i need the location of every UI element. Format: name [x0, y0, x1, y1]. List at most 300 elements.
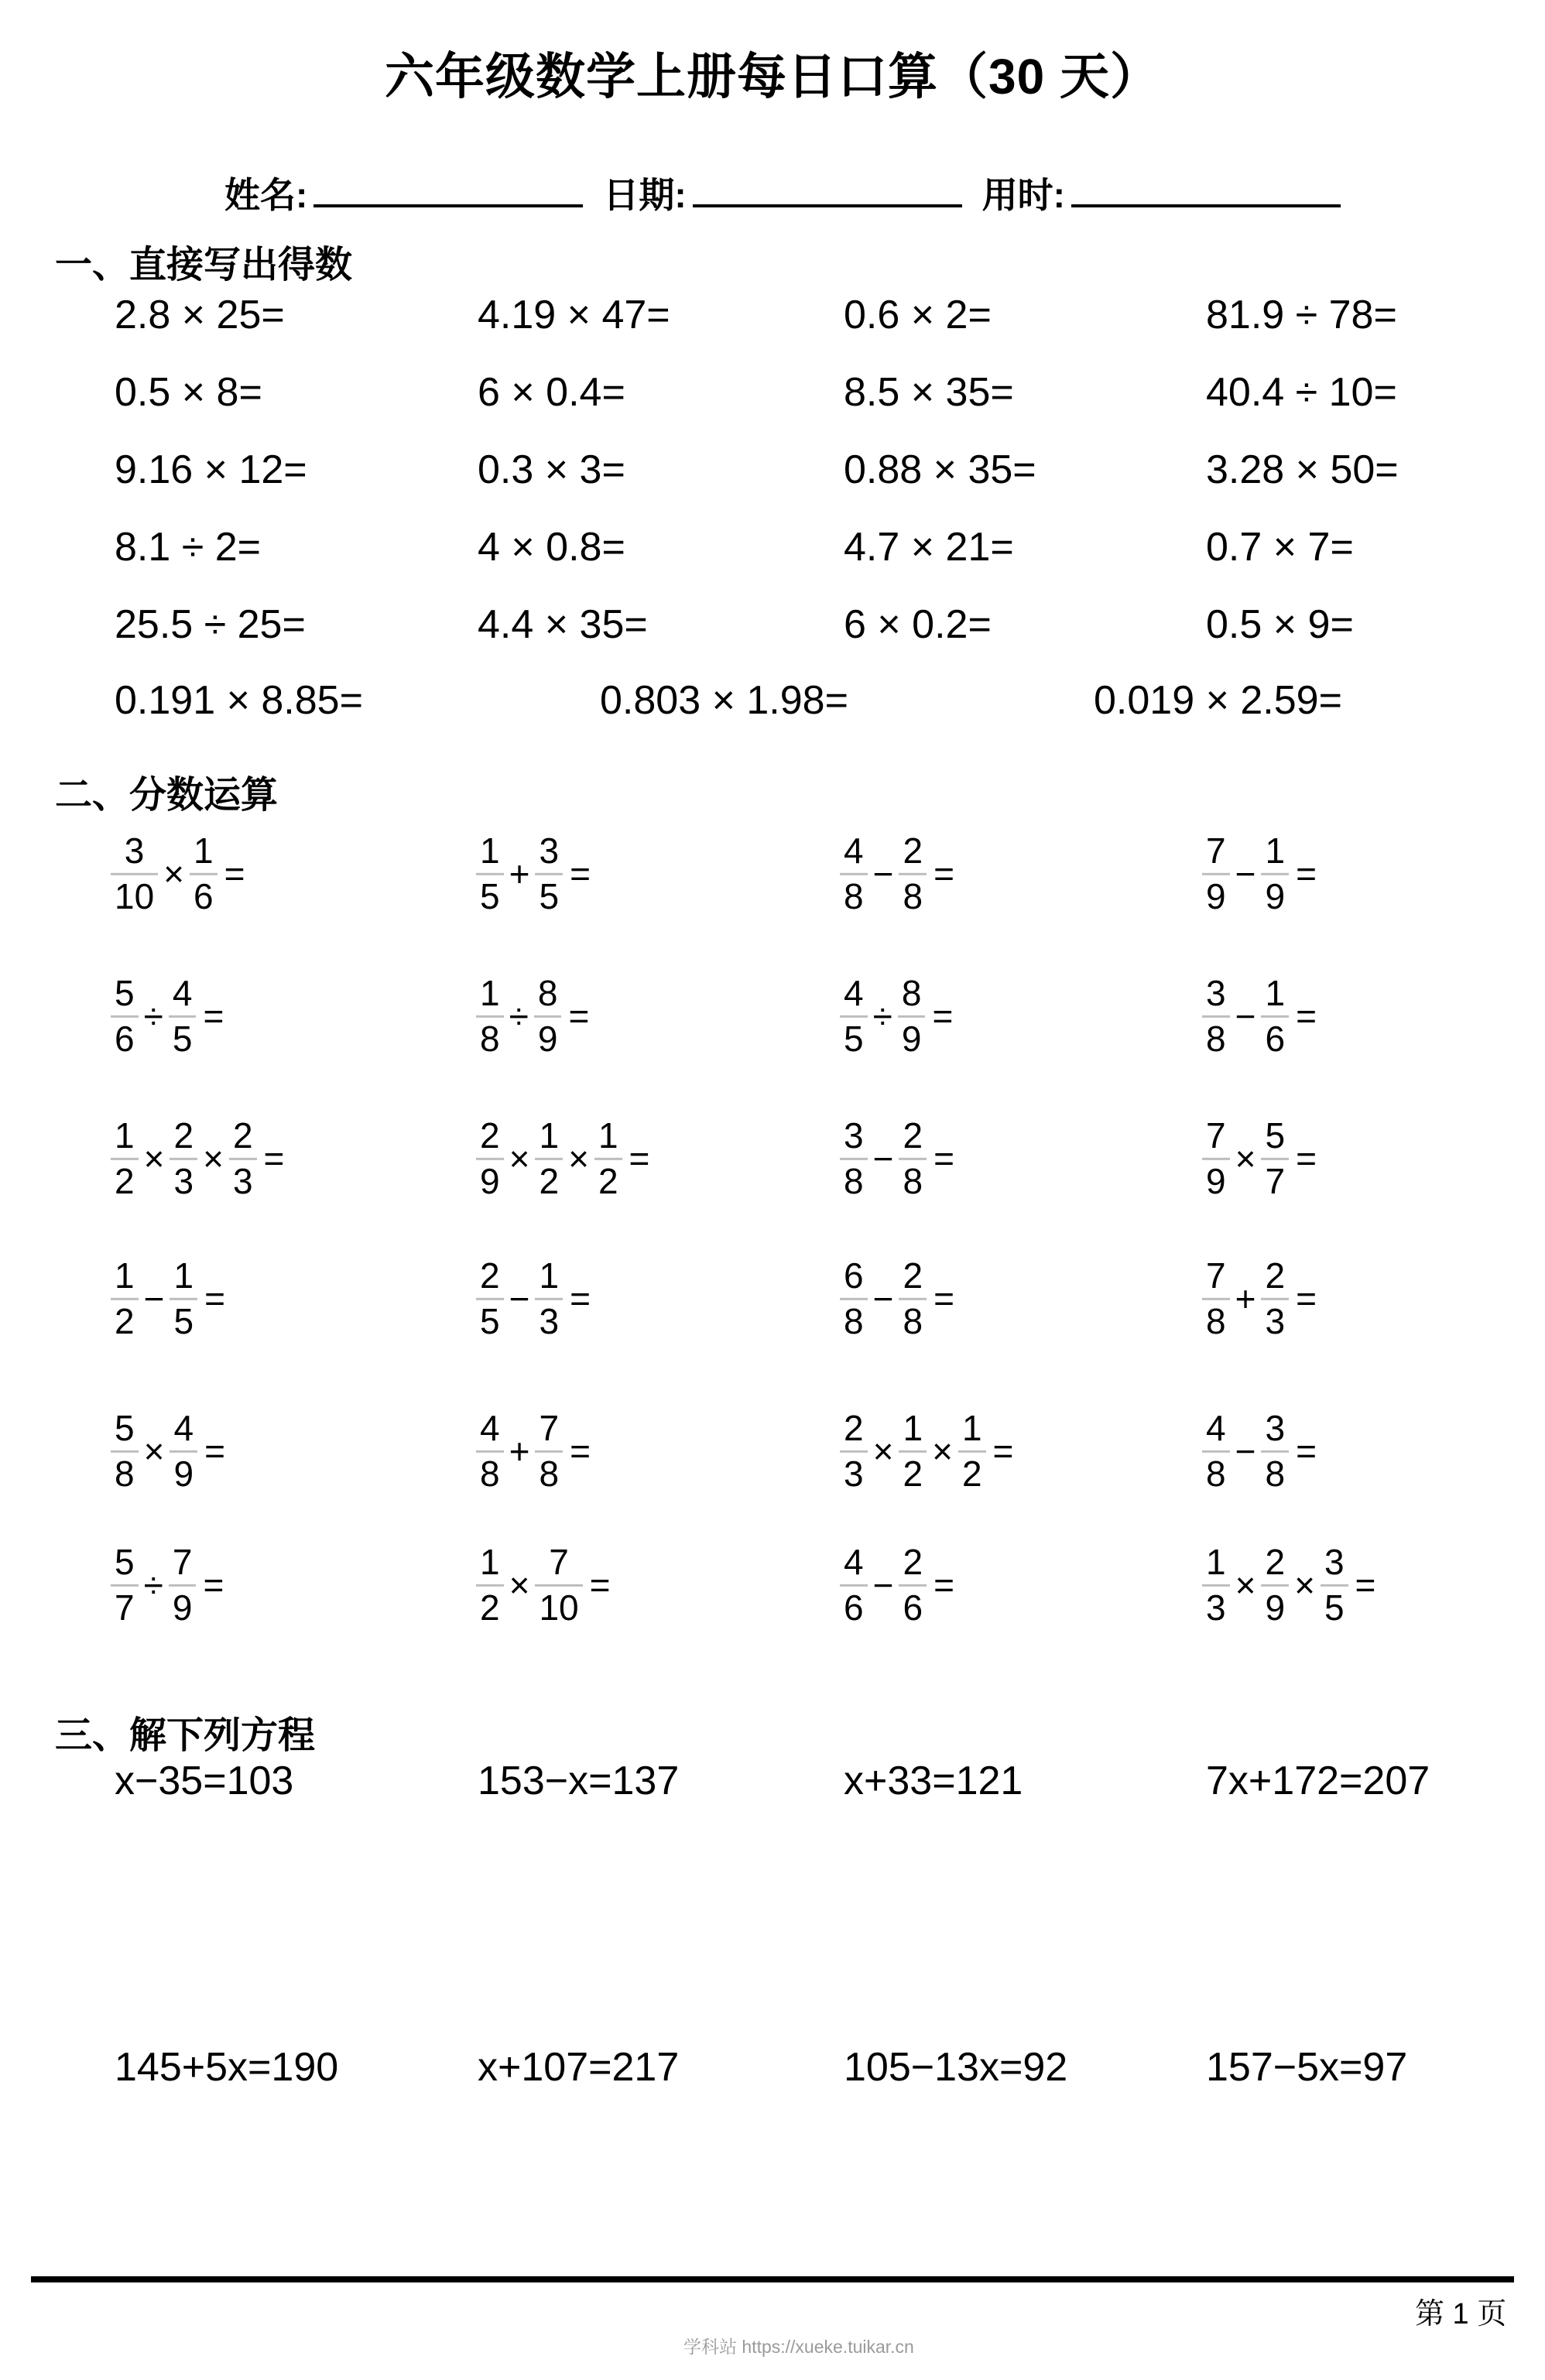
denominator: 8 — [903, 875, 923, 916]
equals-sign: = — [1296, 1431, 1317, 1471]
numerator: 2 — [903, 830, 923, 871]
problem-s2-r1c3 — [840, 832, 954, 916]
numerator: 7 — [539, 1407, 560, 1448]
fraction-bar — [1202, 1298, 1230, 1300]
numerator: 1 — [598, 1115, 618, 1156]
problem-s2-r5c4 — [1202, 1409, 1317, 1493]
problem-s1-r3c4: 3.28 × 50= — [1206, 447, 1399, 492]
fraction — [535, 1257, 563, 1341]
fraction-bar — [169, 1584, 197, 1587]
problem-s1-r3c3: 0.88 × 35= — [844, 447, 1036, 492]
denominator: 9 — [173, 1453, 194, 1494]
fraction-bar — [476, 1450, 504, 1453]
denominator: 5 — [172, 1018, 193, 1059]
equals-sign: = — [1296, 1279, 1317, 1319]
numerator: 2 — [480, 1255, 500, 1296]
numerator: 1 — [539, 1255, 560, 1296]
equals-sign: = — [992, 1431, 1014, 1471]
fraction — [1261, 832, 1289, 916]
numerator: 3 — [1324, 1541, 1345, 1582]
fraction — [840, 832, 868, 916]
fraction — [535, 1409, 563, 1493]
fraction — [1202, 1117, 1230, 1200]
numerator: 2 — [173, 1115, 194, 1156]
numerator: 1 — [1265, 972, 1286, 1013]
fraction — [170, 1117, 197, 1200]
field-label-0: 姓名: — [224, 175, 308, 215]
numerator: 2 — [903, 1115, 923, 1156]
fraction — [1261, 974, 1289, 1058]
denominator: 9 — [480, 1160, 500, 1201]
equals-sign: = — [1296, 1139, 1317, 1179]
fraction-bar — [534, 1015, 562, 1018]
equation-r2c3: 105−13x=92 — [844, 2045, 1068, 2090]
problem-s2-r6c2 — [476, 1543, 611, 1627]
denominator: 2 — [598, 1160, 618, 1201]
denominator: 8 — [480, 1453, 500, 1494]
fraction — [169, 1543, 197, 1627]
fraction-bar — [170, 1158, 197, 1160]
operator: − — [509, 1279, 530, 1319]
denominator: 2 — [539, 1160, 560, 1201]
field-underline-0 — [313, 170, 583, 207]
fraction-bar — [899, 1298, 927, 1300]
equals-sign: = — [934, 1279, 954, 1319]
denominator: 6 — [194, 875, 214, 916]
operator: − — [872, 1565, 894, 1605]
denominator: 2 — [480, 1587, 500, 1628]
problem-s1-r4c1: 8.1 ÷ 2= — [115, 525, 262, 570]
numerator: 2 — [1265, 1541, 1286, 1582]
fraction-bar — [1261, 1015, 1289, 1018]
denominator: 2 — [115, 1160, 135, 1201]
fraction-bar — [111, 1584, 139, 1587]
fraction — [1261, 1257, 1289, 1341]
fraction — [1202, 1409, 1230, 1493]
problem-s2-r5c1 — [111, 1409, 225, 1493]
denominator: 5 — [539, 875, 560, 916]
numerator: 4 — [1206, 1407, 1226, 1448]
fraction — [170, 1257, 197, 1341]
section3-heading: 三、解下列方程 — [55, 1715, 316, 1756]
equation-r1c3: x+33=121 — [844, 1758, 1023, 1803]
fraction — [111, 832, 158, 916]
fraction — [958, 1409, 986, 1493]
fraction-bar — [111, 1298, 139, 1300]
fraction-bar — [899, 1158, 927, 1160]
fraction — [1202, 1543, 1230, 1627]
problem-s1-r5c4: 0.5 × 9= — [1206, 602, 1354, 647]
operator: ÷ — [143, 1565, 163, 1605]
operator: × — [872, 1431, 894, 1471]
problem-s1-r5c2: 4.4 × 35= — [478, 602, 648, 647]
fraction-bar — [476, 1584, 504, 1587]
fraction-bar — [476, 873, 504, 875]
numerator: 1 — [1206, 1541, 1226, 1582]
numerator: 1 — [539, 1115, 560, 1156]
numerator: 1 — [173, 1255, 194, 1296]
fraction-bar — [1202, 1584, 1230, 1587]
denominator: 8 — [1206, 1018, 1226, 1059]
equation-r2c2: x+107=217 — [478, 2045, 680, 2090]
fraction-bar — [535, 1298, 563, 1300]
problem-s2-r2c3 — [840, 974, 953, 1058]
operator: − — [1235, 996, 1256, 1036]
fraction — [534, 974, 562, 1058]
fraction — [840, 1409, 868, 1493]
fraction — [169, 974, 197, 1058]
fraction — [840, 1117, 868, 1200]
equals-sign: = — [934, 854, 954, 894]
equals-sign: = — [1296, 996, 1317, 1036]
operator: × — [143, 1431, 165, 1471]
fraction — [1261, 1543, 1289, 1627]
fraction-bar — [535, 1450, 563, 1453]
equals-sign: = — [1355, 1565, 1376, 1605]
denominator: 10 — [115, 875, 155, 916]
numerator: 2 — [1265, 1255, 1286, 1296]
fraction — [111, 1409, 139, 1493]
problem-s2-r3c3 — [840, 1117, 954, 1200]
denominator: 3 — [539, 1300, 560, 1341]
numerator: 1 — [115, 1115, 135, 1156]
fraction-bar — [898, 1015, 926, 1018]
denominator: 8 — [844, 1160, 864, 1201]
section1-heading: 一、直接写出得数 — [55, 245, 353, 286]
denominator: 8 — [115, 1453, 135, 1494]
fraction — [840, 1543, 868, 1627]
equation-r1c2: 153−x=137 — [478, 1758, 680, 1803]
numerator: 7 — [549, 1541, 569, 1582]
numerator: 1 — [961, 1407, 982, 1448]
denominator: 8 — [539, 1453, 560, 1494]
operator: − — [872, 854, 894, 894]
fraction-bar — [1321, 1584, 1348, 1587]
fraction-bar — [476, 1015, 504, 1018]
fraction-bar — [840, 1584, 868, 1587]
fraction — [1261, 1117, 1289, 1200]
fraction — [1321, 1543, 1348, 1627]
denominator: 9 — [1265, 1587, 1286, 1628]
numerator: 5 — [115, 1541, 135, 1582]
problem-s1-r6c1: 0.191 × 8.85= — [115, 678, 363, 723]
denominator: 5 — [844, 1018, 864, 1059]
fraction — [476, 1409, 504, 1493]
fraction — [535, 832, 563, 916]
operator: × — [203, 1139, 224, 1179]
numerator: 7 — [1206, 1115, 1226, 1156]
denominator: 9 — [901, 1018, 922, 1059]
fraction-bar — [594, 1158, 622, 1160]
problem-s2-r6c4 — [1202, 1543, 1375, 1627]
denominator: 7 — [1265, 1160, 1286, 1201]
field-label-1: 日期: — [603, 175, 687, 215]
operator: − — [1235, 1431, 1256, 1471]
footer-divider — [31, 2276, 1514, 2282]
problem-s1-r5c1: 25.5 ÷ 25= — [115, 602, 306, 647]
problem-s2-r6c3 — [840, 1543, 954, 1627]
equals-sign: = — [1296, 854, 1317, 894]
numerator: 4 — [172, 972, 193, 1013]
fraction-bar — [958, 1450, 986, 1453]
operator: + — [1235, 1279, 1256, 1319]
fraction — [111, 974, 139, 1058]
fraction-bar — [1261, 1584, 1289, 1587]
denominator: 5 — [1324, 1587, 1345, 1628]
denominator: 5 — [480, 875, 500, 916]
problem-s2-r6c1 — [111, 1543, 224, 1627]
fraction — [899, 1257, 927, 1341]
fraction-bar — [1261, 1298, 1289, 1300]
equals-sign: = — [589, 1565, 611, 1605]
denominator: 9 — [1265, 875, 1286, 916]
operator: × — [1294, 1565, 1315, 1605]
operator: − — [1235, 854, 1256, 894]
problem-s1-r2c2: 6 × 0.4= — [478, 370, 625, 415]
denominator: 8 — [1265, 1453, 1286, 1494]
problem-s2-r5c3 — [840, 1409, 1013, 1493]
operator: ÷ — [872, 996, 892, 1036]
numerator: 4 — [480, 1407, 500, 1448]
numerator: 3 — [844, 1115, 864, 1156]
equals-sign: = — [629, 1139, 650, 1179]
denominator: 7 — [115, 1587, 135, 1628]
fraction — [476, 1117, 504, 1200]
fraction-bar — [535, 1158, 563, 1160]
numerator: 8 — [901, 972, 922, 1013]
problem-s1-r2c1: 0.5 × 8= — [115, 370, 262, 415]
denominator: 3 — [1206, 1587, 1226, 1628]
problem-s2-r2c2 — [476, 974, 589, 1058]
denominator: 9 — [1206, 1160, 1226, 1201]
fraction-bar — [1202, 1158, 1230, 1160]
equals-sign: = — [570, 1431, 591, 1471]
denominator: 9 — [537, 1018, 558, 1059]
problem-s2-r2c1 — [111, 974, 224, 1058]
fraction-bar — [840, 1298, 868, 1300]
problem-s2-r3c2 — [476, 1117, 649, 1200]
equals-sign: = — [570, 1279, 591, 1319]
numerator: 3 — [1265, 1407, 1286, 1448]
denominator: 3 — [1265, 1300, 1286, 1341]
operator: × — [1235, 1565, 1256, 1605]
denominator: 6 — [115, 1018, 135, 1059]
fraction — [476, 974, 504, 1058]
numerator: 1 — [903, 1407, 923, 1448]
fraction — [476, 832, 504, 916]
equation-r1c1: x−35=103 — [115, 1758, 294, 1803]
operator: × — [932, 1431, 953, 1471]
fraction-bar — [1261, 1450, 1289, 1453]
problem-s1-r1c4: 81.9 ÷ 78= — [1206, 293, 1397, 337]
problem-s1-r4c4: 0.7 × 7= — [1206, 525, 1354, 570]
denominator: 8 — [1206, 1300, 1226, 1341]
equals-sign: = — [203, 996, 224, 1036]
fraction — [535, 1543, 582, 1627]
problem-s2-r4c3 — [840, 1257, 954, 1341]
problem-s1-r2c3: 8.5 × 35= — [844, 370, 1014, 415]
fraction — [1202, 832, 1230, 916]
fraction-bar — [535, 873, 563, 875]
equation-r1c4: 7x+172=207 — [1206, 1758, 1430, 1803]
denominator: 2 — [903, 1453, 923, 1494]
fraction-bar — [111, 1015, 139, 1018]
problem-s1-r3c2: 0.3 × 3= — [478, 447, 625, 492]
numerator: 1 — [480, 972, 500, 1013]
fraction — [111, 1257, 139, 1341]
page-number: 第 1 页 — [1415, 2298, 1507, 2330]
fraction — [899, 1117, 927, 1200]
problem-s1-r3c1: 9.16 × 12= — [115, 447, 307, 492]
fraction-bar — [840, 1158, 868, 1160]
fraction-bar — [190, 873, 218, 875]
problem-s1-r2c4: 40.4 ÷ 10= — [1206, 370, 1397, 415]
fraction — [535, 1117, 563, 1200]
denominator: 8 — [844, 1300, 864, 1341]
denominator: 10 — [539, 1587, 579, 1628]
problem-s1-r1c1: 2.8 × 25= — [115, 293, 285, 337]
denominator: 6 — [1265, 1018, 1286, 1059]
equals-sign: = — [934, 1139, 954, 1179]
fraction-bar — [170, 1450, 197, 1453]
fraction-bar — [229, 1158, 257, 1160]
denominator: 5 — [480, 1300, 500, 1341]
fraction — [840, 974, 868, 1058]
field-underline-2 — [1071, 170, 1341, 207]
problem-s2-r3c1 — [111, 1117, 284, 1200]
numerator: 2 — [903, 1255, 923, 1296]
equals-sign: = — [203, 1565, 224, 1605]
field-underline-1 — [693, 170, 962, 207]
problem-s1-r5c3: 6 × 0.2= — [844, 602, 992, 647]
problem-s2-r4c1 — [111, 1257, 225, 1341]
fraction — [190, 832, 218, 916]
operator: − — [872, 1279, 894, 1319]
numerator: 1 — [1265, 830, 1286, 871]
denominator: 2 — [115, 1300, 135, 1341]
numerator: 4 — [173, 1407, 194, 1448]
fraction-bar — [1202, 873, 1230, 875]
section2-heading: 二、分数运算 — [55, 775, 279, 816]
fraction — [594, 1117, 622, 1200]
fraction-bar — [169, 1015, 197, 1018]
fraction-bar — [840, 873, 868, 875]
numerator: 1 — [115, 1255, 135, 1296]
problem-s2-r1c1 — [111, 832, 245, 916]
problem-s1-r4c3: 4.7 × 21= — [844, 525, 1014, 570]
numerator: 2 — [844, 1407, 864, 1448]
numerator: 4 — [844, 972, 864, 1013]
equals-sign: = — [932, 996, 954, 1036]
fraction-bar — [111, 873, 158, 875]
operator: × — [568, 1139, 589, 1179]
fraction-bar — [840, 1015, 868, 1018]
fraction-bar — [1261, 1158, 1289, 1160]
problem-s2-r4c4 — [1202, 1257, 1317, 1341]
operator: − — [143, 1279, 165, 1319]
fraction — [1202, 974, 1230, 1058]
operator: ÷ — [143, 996, 163, 1036]
numerator: 8 — [537, 972, 558, 1013]
fraction — [111, 1117, 139, 1200]
numerator: 1 — [480, 1541, 500, 1582]
denominator: 3 — [232, 1160, 253, 1201]
equals-sign: = — [570, 854, 591, 894]
fraction — [476, 1257, 504, 1341]
fraction — [899, 1409, 927, 1493]
fraction-bar — [840, 1450, 868, 1453]
operator: ÷ — [509, 996, 529, 1036]
numerator: 1 — [480, 830, 500, 871]
numerator: 3 — [124, 830, 145, 871]
fraction — [1202, 1257, 1230, 1341]
numerator: 2 — [903, 1541, 923, 1582]
fraction-bar — [899, 873, 927, 875]
numerator: 3 — [1206, 972, 1226, 1013]
problem-s2-r2c4 — [1202, 974, 1317, 1058]
equals-sign: = — [263, 1139, 285, 1179]
equals-sign: = — [204, 1431, 225, 1471]
fraction — [170, 1409, 197, 1493]
problem-s2-r1c4 — [1202, 832, 1317, 916]
fraction — [1261, 1409, 1289, 1493]
operator: + — [509, 1431, 530, 1471]
equals-sign: = — [204, 1279, 225, 1319]
operator: + — [509, 854, 530, 894]
problem-s1-r6c3: 0.019 × 2.59= — [1094, 678, 1342, 723]
operator: × — [143, 1139, 165, 1179]
equals-sign: = — [934, 1565, 954, 1605]
fraction-bar — [535, 1584, 582, 1587]
fraction — [898, 974, 926, 1058]
problem-s2-r1c2 — [476, 832, 591, 916]
fraction-bar — [899, 1584, 927, 1587]
numerator: 3 — [539, 830, 560, 871]
equals-sign: = — [224, 854, 245, 894]
page-title: 六年级数学上册每日口算（30 天） — [385, 49, 1160, 104]
numerator: 4 — [844, 830, 864, 871]
numerator: 4 — [844, 1541, 864, 1582]
operator: × — [509, 1565, 530, 1605]
fraction-bar — [1202, 1450, 1230, 1453]
equals-sign: = — [568, 996, 590, 1036]
denominator: 8 — [903, 1160, 923, 1201]
header-fields-row — [224, 167, 1361, 218]
denominator: 9 — [1206, 875, 1226, 916]
numerator: 7 — [1206, 830, 1226, 871]
problem-s1-r1c2: 4.19 × 47= — [478, 293, 670, 337]
fraction-bar — [111, 1158, 139, 1160]
problem-s2-r3c4 — [1202, 1117, 1317, 1200]
fraction-bar — [111, 1450, 139, 1453]
equation-r2c4: 157−5x=97 — [1206, 2045, 1408, 2090]
operator: − — [872, 1139, 894, 1179]
field-label-2: 用时: — [981, 175, 1065, 215]
numerator: 5 — [115, 972, 135, 1013]
equation-r2c1: 145+5x=190 — [115, 2045, 339, 2090]
fraction — [229, 1117, 257, 1200]
fraction-bar — [476, 1298, 504, 1300]
fraction — [899, 832, 927, 916]
fraction — [476, 1543, 504, 1627]
problem-s1-r1c3: 0.6 × 2= — [844, 293, 992, 337]
numerator: 1 — [194, 830, 214, 871]
problem-s1-r4c2: 4 × 0.8= — [478, 525, 625, 570]
fraction-bar — [1202, 1015, 1230, 1018]
numerator: 7 — [172, 1541, 193, 1582]
fraction — [840, 1257, 868, 1341]
numerator: 6 — [844, 1255, 864, 1296]
